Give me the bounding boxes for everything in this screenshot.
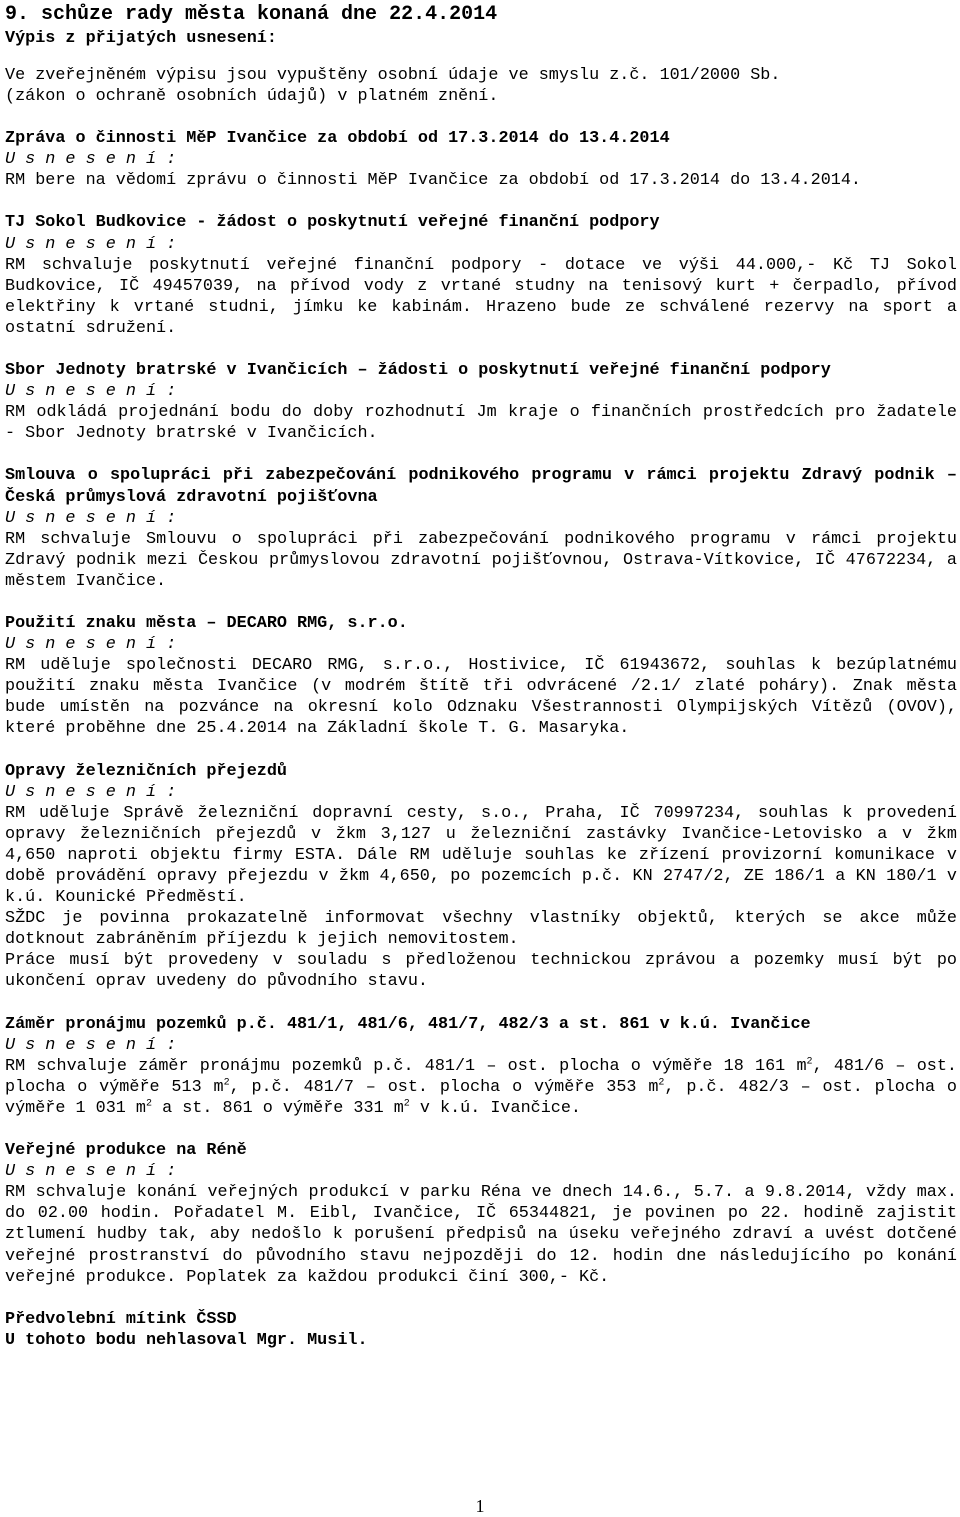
text-run: , 481/6 – ost. plocha o výměře 513 m <box>5 1056 957 1097</box>
resolution-text: RM uděluje společnosti DECARO RMG, s.r.o., Hostivice, IČ 61943672, souhlas k bezúplatnému použití znaku města Ivančice (v modrém štítě tři odvrácené /2.1/ zlaté poháry). Znak města bude umístěn na pozvánce na okresní kolo Odznaku Všestrannosti Olympijských Vítězů (OVOV), které proběhne dne 25.4.2014 na Základní škole T. G. Masaryka. <box>5 656 957 739</box>
section-heading: Smlouva o spolupráci při zabezpečování podnikového programu v rámci projektu Zdravý podnik – Česká průmyslová zdravotní pojišťovna <box>5 466 957 507</box>
resolution-label: U s n e s e n í : <box>5 508 177 528</box>
intro-note <box>5 65 957 107</box>
resolution-section <box>5 212 957 339</box>
resolution-section <box>5 761 957 993</box>
resolution-text <box>5 1056 957 1119</box>
superscript: 2 <box>146 1098 153 1110</box>
resolution-label: U s n e s e n í : <box>5 234 177 254</box>
text-run: RM schvaluje záměr pronájmu pozemků p.č. 481/1 – ost. plocha o výměře 18 161 m <box>5 1056 807 1076</box>
intro-line: (zákon o ochraně osobních údajů) v platném znění. <box>5 87 499 107</box>
document-page <box>5 0 957 1351</box>
section-heading: Veřejné produkce na Réně <box>5 1141 247 1161</box>
section-heading: Opravy železničních přejezdů <box>5 761 287 781</box>
resolution-label: U s n e s e n í : <box>5 382 177 402</box>
resolution-text: RM schvaluje Smlouvu o spolupráci při zabezpečování podnikového programu v rámci projektu Zdravý podnik mezi Českou průmyslovou zdravotní pojišťovnou, Ostrava-Vítkovice, IČ 47672234, a městem Ivančice. <box>5 529 957 591</box>
resolution-section <box>5 360 957 444</box>
document-title: 9. schůze rady města konaná dne 22.4.2014 <box>5 3 498 26</box>
section-heading: Zpráva o činnosti MěP Ivančice za období od 17.3.2014 do 13.4.2014 <box>5 129 670 149</box>
resolution-label: U s n e s e n í : <box>5 150 177 170</box>
resolution-label: U s n e s e n í : <box>5 635 177 655</box>
closing-note: U tohoto bodu nehlasoval Mgr. Musil. <box>5 1330 368 1350</box>
page-number: 1 <box>475 1496 485 1516</box>
resolution-label: U s n e s e n í : <box>5 1035 177 1055</box>
resolution-section <box>5 1309 957 1351</box>
resolution-text: RM schvaluje poskytnutí veřejné finanční podpory - dotace ve výši 44.000,- Kč TJ Sokol Budkovice, IČ 49457039, na přívod vody z vrtané studny na tenisový kurt + čerpadlo, přívod elektřiny k vrtané studni, jímku ke kabinám. Hrazeno bude ze schválené rezervy na sport a ostatní sdružení. <box>5 255 957 338</box>
resolution-text: RM bere na vědomí zprávu o činnosti MěP Ivančice za období od 17.3.2014 do 13.4.2014. <box>5 171 861 191</box>
superscript: 2 <box>806 1056 813 1068</box>
resolution-text: RM schvaluje konání veřejných produkcí v parku Réna ve dnech 14.6., 5.7. a 9.8.2014, vždy max. do 02.00 hodin. Pořadatel M. Eibl, Ivančice, IČ 65344821, je povinen po 22. hodině zajistit ztlumení hudby tak, aby nedošlo k porušení předpisů na úseku veřejného zdraví a uvést dotčené veřejné prostranství do původního stavu nejpozději do 12. hodin dne následujícího po konání veřejné produkce. Poplatek za každou produkci činí 300,- Kč. <box>5 1183 957 1287</box>
text-run: v k.ú. Ivančice. <box>409 1098 581 1118</box>
text-run: a st. 861 o výměře 331 m <box>152 1098 404 1118</box>
resolution-text: SŽDC je povinna prokazatelně informovat všechny vlastníky objektů, kterých se akce může dotknout zabráněním příjezdu k jejich nemovitostem. <box>5 909 957 950</box>
document-subtitle: Výpis z přijatých usnesení: <box>5 29 277 48</box>
resolution-section <box>5 1140 957 1288</box>
section-heading: TJ Sokol Budkovice - žádost o poskytnutí veřejné finanční podpory <box>5 213 660 233</box>
resolution-label: U s n e s e n í : <box>5 1162 177 1182</box>
resolution-section <box>5 128 957 191</box>
resolution-section <box>5 1014 957 1119</box>
section-heading: Použití znaku města – DECARO RMG, s.r.o. <box>5 613 408 633</box>
resolution-section <box>5 465 957 592</box>
superscript: 2 <box>658 1077 665 1089</box>
resolution-section <box>5 613 957 740</box>
superscript: 2 <box>223 1077 230 1089</box>
resolution-text: RM odkládá projednání bodu do doby rozhodnutí Jm kraje o finančních prostředcích pro žadatele - Sbor Jednoty bratrské v Ivančicích. <box>5 403 957 444</box>
intro-line: Ve zveřejněném výpisu jsou vypuštěny osobní údaje ve smyslu z.č. 101/2000 Sb. <box>5 66 781 85</box>
resolution-label: U s n e s e n í : <box>5 782 177 802</box>
section-heading: Záměr pronájmu pozemků p.č. 481/1, 481/6, 481/7, 482/3 a st. 861 v k.ú. Ivančice <box>5 1014 811 1034</box>
resolution-text: RM uděluje Správě železniční dopravní cesty, s.o., Praha, IČ 70997234, souhlas k provedení opravy železničních přejezdů v žkm 3,127 u železniční zastávky Ivančice-Letovisko a v žkm 4,650 naproti objektu firmy ESTA. Dále RM uděluje souhlas ke zřízení provizorní komunikace v době provádění opravy přejezdu v žkm 4,650, po pozemcích p.č. KN 2747/2, ZE 186/1 a KN 180/1 v k.ú. Kounické Předměstí. <box>5 803 957 908</box>
superscript: 2 <box>403 1098 410 1110</box>
text-run: , p.č. 481/7 – ost. plocha o výměře 353 m <box>229 1077 659 1097</box>
section-heading: Předvolební mítink ČSSD <box>5 1309 237 1329</box>
section-heading: Sbor Jednoty bratrské v Ivančicích – žádosti o poskytnutí veřejné finanční podpory <box>5 361 831 381</box>
text-run: , p.č. 482/3 – ost. plocha o výměře 1 031 m <box>5 1077 957 1118</box>
resolution-text: Práce musí být provedeny v souladu s předloženou technickou zprávou a pozemky musí být po ukončení oprav uvedeny do původního stavu. <box>5 951 957 992</box>
